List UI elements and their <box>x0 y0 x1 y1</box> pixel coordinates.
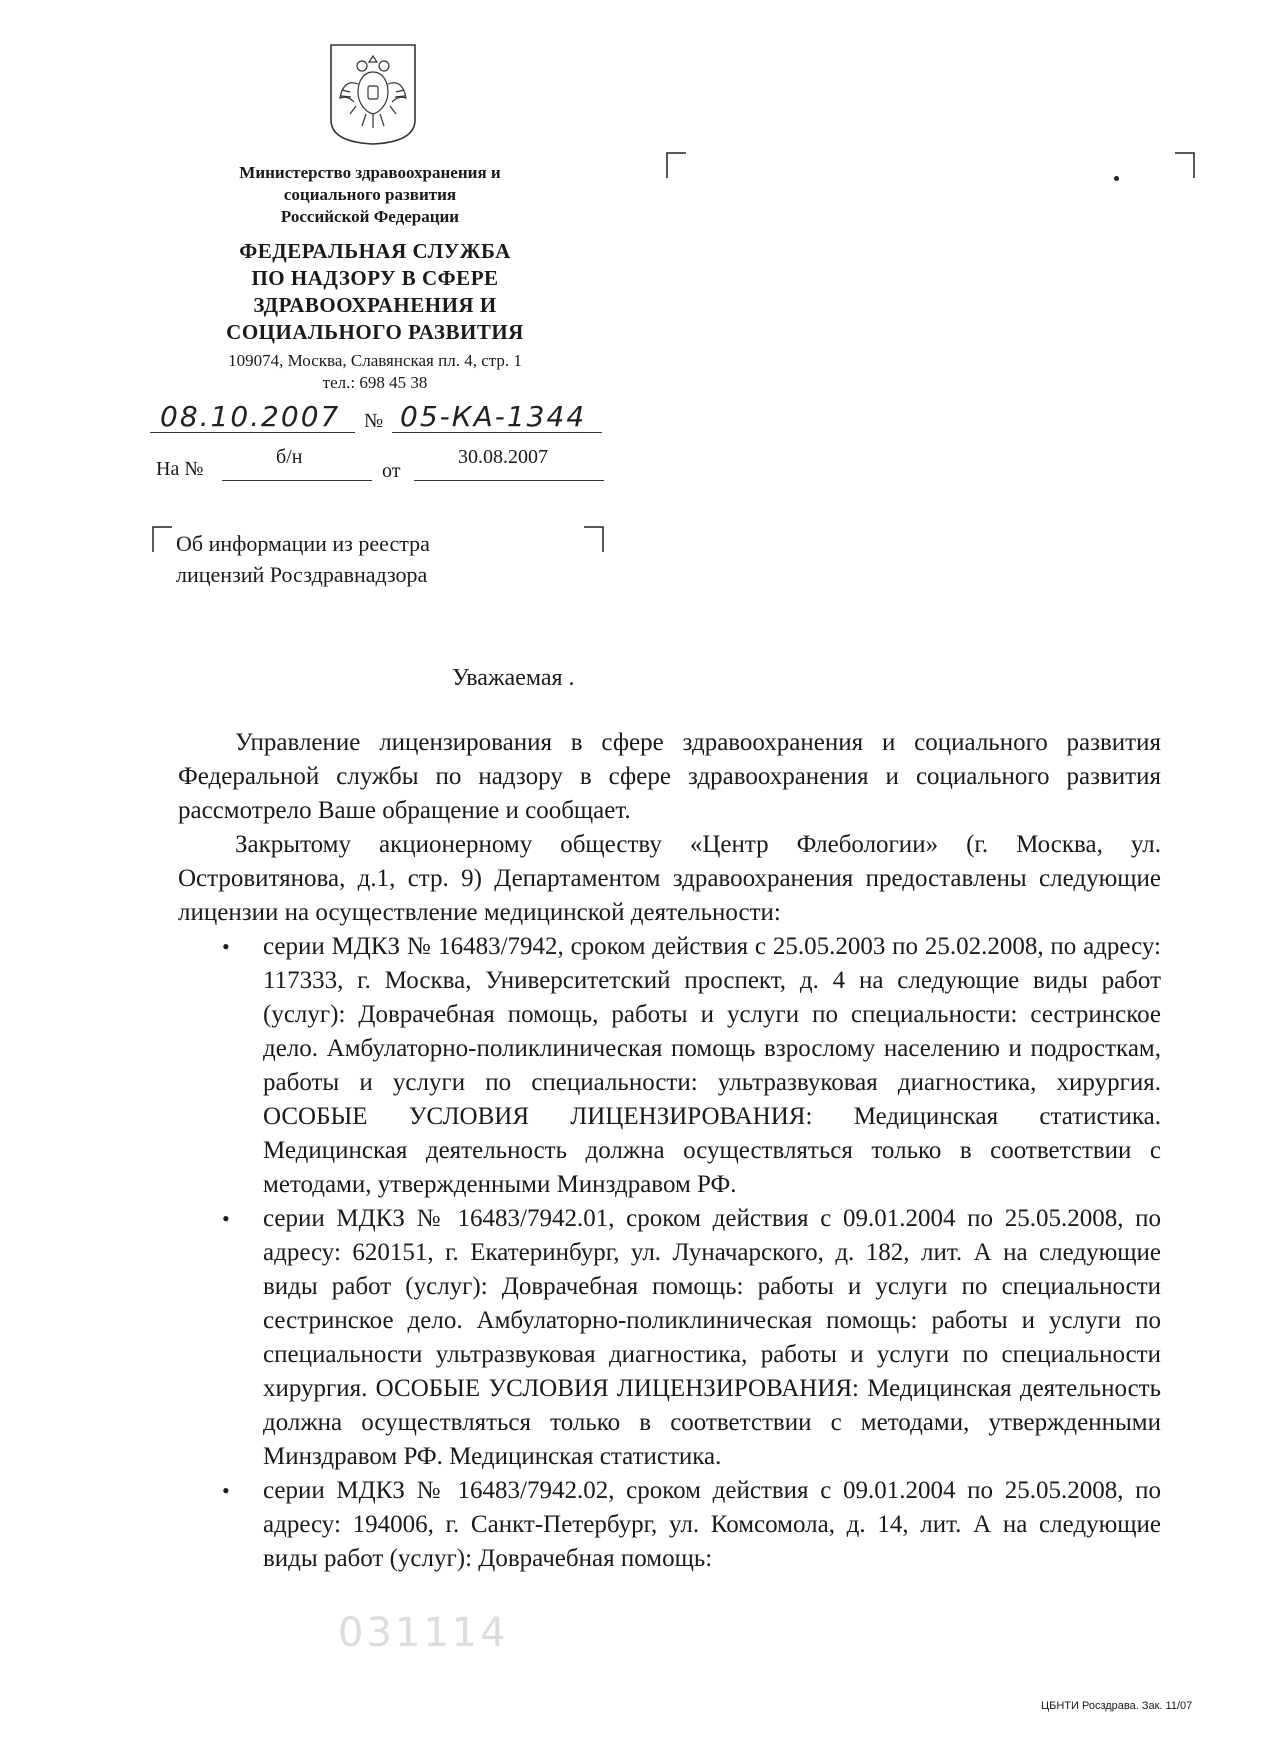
eagle-emblem-icon <box>328 42 418 146</box>
ministry-line: Министерство здравоохранения и <box>239 163 501 182</box>
subject-line: лицензий Росздравнадзора <box>176 562 428 587</box>
letter-subject <box>176 528 430 590</box>
mark-dot <box>1114 176 1119 181</box>
license-item <box>222 1474 1161 1576</box>
reply-underline <box>222 480 372 481</box>
subject-corner-left <box>152 526 172 552</box>
addressee-corner-top-right <box>1175 152 1195 178</box>
from-underline <box>414 480 604 481</box>
body-paragraph: Закрытому акционерному обществу «Центр Флебологии» (г. Москва, ул. Островитянова, д.1, стр. 9) Департаментом здравоохранения предоставлены следующие лицензии на осуществление медицинской деятельности: <box>178 831 1161 926</box>
letter-body <box>178 726 1161 1576</box>
service-line: ФЕДЕРАЛЬНАЯ СЛУЖБА <box>239 239 511 263</box>
body-paragraph: Управление лицензирования в сфере здравоохранения и социального развития Федеральной службы по надзору в сфере здравоохранения и социального развития рассмотрело Ваше обращение и сообщает. <box>178 729 1161 824</box>
registration-date: 08.10.2007 <box>160 400 341 433</box>
phone-line: тел.: 698 45 38 <box>322 373 428 392</box>
bullet-icon: • <box>222 1206 230 1231</box>
service-line: ЗДРАВООХРАНЕНИЯ И <box>253 293 497 317</box>
service-line: ПО НАДЗОРУ В СФЕРЕ <box>251 266 499 290</box>
number-label: № <box>364 410 384 432</box>
date-underline <box>150 432 355 433</box>
from-date: 30.08.2007 <box>458 446 548 468</box>
faint-serial-number: 031114 <box>338 1610 509 1656</box>
service-line: СОЦИАЛЬНОГО РАЗВИТИЯ <box>226 320 524 344</box>
license-item <box>222 930 1161 1202</box>
license-text: серии МДКЗ № 16483/7942, сроком действия с 25.05.2003 по 25.02.2008, по адресу: 117333, г. Москва, Университетский проспект, д. 4 на следующие виды работ (услуг): Доврачебная помощь, работы и услуги по специальности: сестринское дело. Амбулаторно-поликлиническая помощь взрослому населению и подросткам, работы и услуги по специальности: ультразвуковая диагностика, хирургия. ОСОБЫЕ УСЛОВИЯ ЛИЦЕНЗИРОВАНИЯ: Медицинская статистика. Медицинская деятельность должна осуществляться только в соответствии с методами, утвержденными Минздравом РФ. <box>263 933 1161 1198</box>
number-underline <box>392 432 602 433</box>
license-item <box>222 1202 1161 1474</box>
bullet-icon: • <box>222 934 230 959</box>
ministry-line: Российской Федерации <box>280 207 460 226</box>
ministry-name <box>200 162 540 228</box>
reply-number: б/н <box>276 446 303 468</box>
subject-line: Об информации из реестра <box>176 531 430 556</box>
sender-address <box>190 350 560 394</box>
print-footer: ЦБНТИ Росздрава. Зак. 11/07 <box>1041 1700 1193 1712</box>
redacted-name <box>604 656 854 700</box>
salutation: Уважаемая . <box>452 665 575 691</box>
from-label: от <box>382 460 401 482</box>
addressee-corner-top-left <box>666 152 686 178</box>
license-text: серии МДКЗ № 16483/7942.02, сроком действия с 09.01.2004 по 25.05.2008, по адресу: 194006, г. Санкт-Петербург, ул. Комсомола, д. 14, лит. А на следующие виды работ (услуг): Доврачебная помощь: <box>263 1477 1161 1572</box>
bullet-icon: • <box>222 1478 230 1503</box>
subject-corner-right <box>584 526 604 552</box>
reply-label: На № <box>156 458 204 480</box>
registration-number: 05-КА-1344 <box>400 400 587 433</box>
license-list <box>178 930 1161 1576</box>
redacted-addressee <box>720 225 1098 360</box>
license-text: серии МДКЗ № 16483/7942.01, сроком действия с 09.01.2004 по 25.05.2008, по адресу: 620151, г. Екатеринбург, ул. Луначарского, д. 182, лит. А на следующие виды работ (услуг): Доврачебная помощь: работы и услуги по специальности сестринское дело. Амбулаторно-поликлиническая помощь: работы и услуги по специальности ультразвуковая диагностика, работы и услуги по специальности хирургия. ОСОБЫЕ УСЛОВИЯ ЛИЦЕНЗИРОВАНИЯ: Медицинская деятельность должна осуществляться только в соответствии с методами, утвержденными Минздравом РФ. Медицинская статистика. <box>263 1205 1161 1470</box>
service-name <box>190 238 560 346</box>
ministry-line: социального развития <box>283 185 457 204</box>
address-line: 109074, Москва, Славянская пл. 4, стр. 1 <box>228 351 522 370</box>
